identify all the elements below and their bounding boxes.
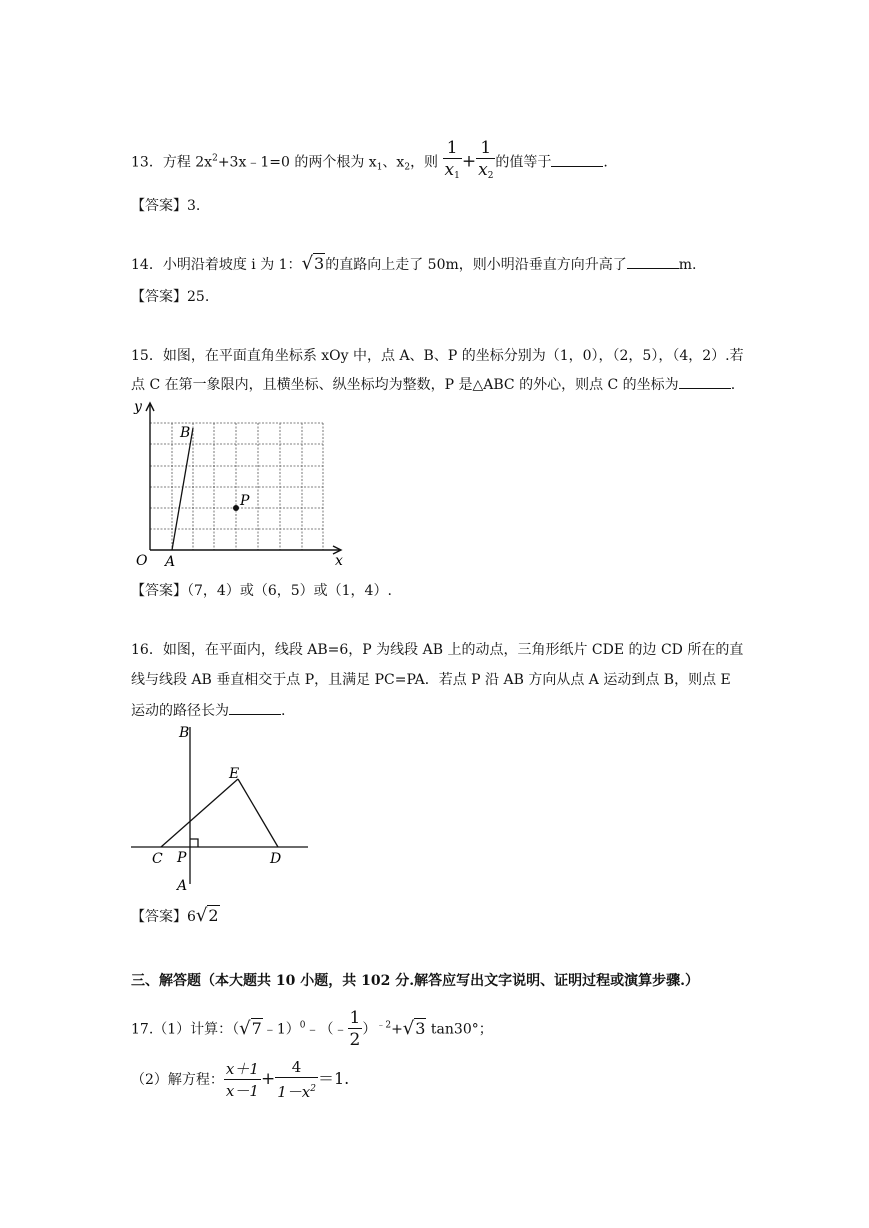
label-C: C — [152, 851, 163, 867]
q14-sqrt: √3 — [301, 253, 325, 274]
q17-p2-plus: + — [260, 1069, 276, 1089]
label-A: A — [177, 878, 188, 894]
q13-plus: + — [461, 151, 477, 172]
q14-unit: m. — [678, 257, 697, 273]
question-14 — [131, 253, 697, 274]
q15-end: . — [730, 377, 736, 393]
q13-mid: +3x﹣1=0 的两个根为 x — [217, 154, 377, 171]
answer-13: 【答案】3. — [131, 198, 201, 214]
question-16-line-1: 16．如图，在平面内，线段 AB=6，P 为线段 AB 上的动点，三角形纸片 CDE 的边 CD 所在的直 — [131, 642, 744, 658]
q17-fraction-2: $\frac{4}{1-x^2}$ — [277, 1058, 316, 1101]
label-D: D — [270, 851, 282, 867]
q13-sub2: 2 — [404, 162, 411, 173]
right-angle-mark — [190, 839, 198, 847]
q17-p1-exp-neg2: ﹣2 — [376, 1020, 392, 1031]
coordinate-grid-figure — [128, 398, 353, 570]
q16-answer-blank — [229, 700, 281, 715]
edge-ED — [238, 779, 278, 847]
q13-fraction-2: $\frac{1}{x_2}$ — [476, 138, 495, 187]
question-17-part-1 — [131, 1008, 493, 1051]
q15-line2-text: 点 C 在第一象限内，且横坐标、纵坐标均为整数，P 是△ABC 的外心，则点 C 的坐标为 — [131, 377, 679, 393]
q13-suffix: 的值等于 — [495, 154, 552, 171]
q14-suffix: 的直路向上走了 50m，则小明沿垂直方向升高了 — [325, 257, 627, 273]
q17-p1-prefix: 17.（1）计算：（ — [131, 1021, 240, 1038]
q13-answer-blank — [551, 152, 603, 167]
grid-lines — [150, 423, 323, 550]
q13-exponent: 2 — [212, 153, 218, 164]
q17-p1-mid3: ） — [362, 1021, 377, 1038]
q17-p2-prefix: （2）解方程： — [131, 1072, 224, 1088]
label-P: P — [240, 493, 250, 509]
q17-p1-plus: + — [391, 1021, 403, 1038]
q13-sep: 、x — [382, 154, 405, 171]
q17-sqrt-7: √7 — [239, 1017, 262, 1039]
q17-p2-suffix: ＝1. — [317, 1069, 350, 1088]
q13-end: . — [603, 154, 608, 171]
label-B: B — [180, 425, 191, 441]
answer-16 — [131, 905, 220, 926]
q13-prefix: 13．方程 2x — [131, 154, 213, 171]
q16-end: . — [281, 703, 286, 719]
label-O: O — [136, 553, 148, 569]
segment-AB — [172, 428, 193, 550]
section-3-heading: 三、解答题（本大题共 10 小题，共 102 分.解答应写出文字说明、证明过程或演算步骤.） — [131, 973, 699, 989]
a16-prefix: 【答案】6 — [131, 909, 196, 925]
q14-answer-blank — [627, 254, 679, 269]
q17-sqrt-3: √3 — [402, 1017, 426, 1039]
q17-fraction-1: $\frac{x+1}{x-1}$ — [225, 1059, 259, 1100]
label-E: E — [229, 766, 240, 782]
q17-p1-mid1: ﹣1） — [262, 1021, 300, 1038]
q13-sub1: 1 — [376, 162, 383, 173]
label-A: A — [165, 554, 176, 570]
question-13 — [131, 138, 608, 187]
geometry-figure — [128, 722, 313, 897]
label-x: x — [335, 553, 343, 569]
answer-15: 【答案】（7，4）或（6，5）或（1，4）. — [131, 583, 392, 599]
question-16-line-3 — [131, 700, 285, 720]
answer-14: 【答案】25. — [131, 289, 210, 305]
edge-CE — [161, 779, 238, 847]
label-P: P — [177, 850, 187, 866]
q17-p1-suffix: tan30°； — [430, 1021, 493, 1038]
q17-p1-exp0: 0 — [299, 1020, 306, 1031]
question-17-part-2 — [131, 1057, 349, 1103]
point-P — [233, 505, 239, 511]
q17-p1-mid2: ﹣（﹣ — [305, 1021, 348, 1038]
label-B: B — [179, 725, 190, 741]
a16-sqrt: √2 — [195, 905, 219, 926]
q17-fraction-half: $\frac{1}{2}$ — [349, 1008, 361, 1050]
question-15-line-1: 15．如图，在平面直角坐标系 xOy 中，点 A、B、P 的坐标分别为（1，0），（2，5），（4，2）.若 — [131, 348, 744, 364]
q16-line3-text: 运动的路径长为 — [131, 703, 229, 719]
q13-fraction-1: $\frac{1}{x_1}$ — [443, 138, 462, 187]
question-16-line-2: 线与线段 AB 垂直相交于点 P，且满足 PC=PA．若点 P 沿 AB 方向从点 A 运动到点 B，则点 E — [131, 672, 731, 688]
q15-answer-blank — [679, 374, 731, 389]
q13-then: ，则 — [410, 154, 439, 171]
label-y: y — [134, 399, 142, 415]
q14-prefix: 14．小明沿着坡度 i 为 1： — [131, 257, 302, 273]
question-15-line-2 — [131, 374, 735, 394]
